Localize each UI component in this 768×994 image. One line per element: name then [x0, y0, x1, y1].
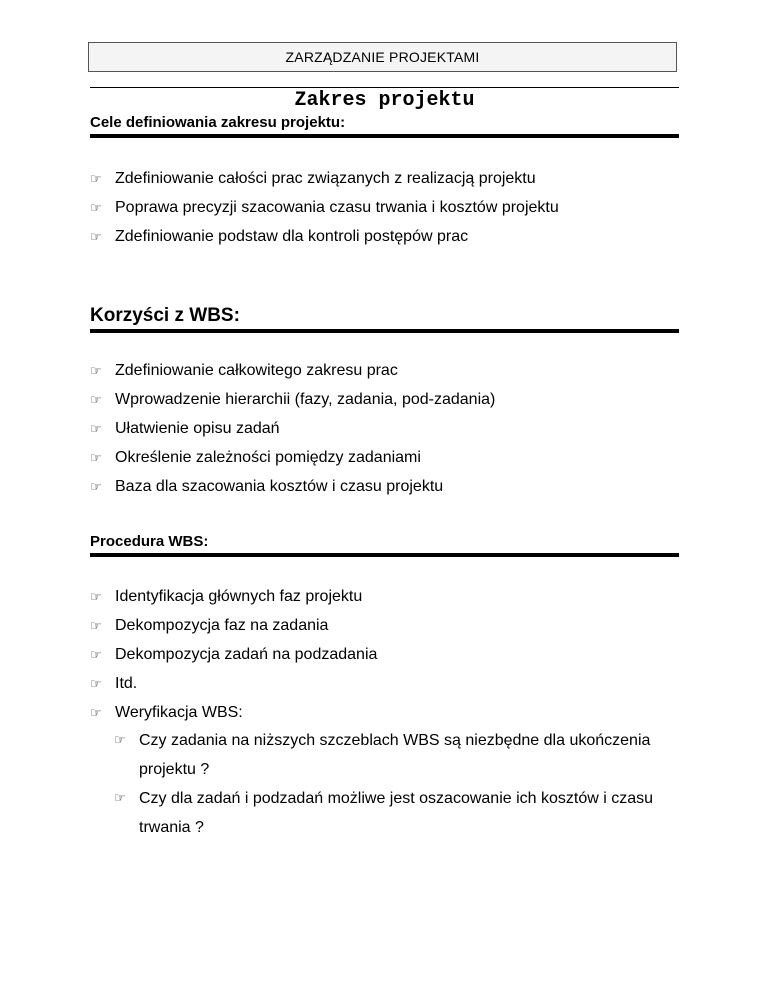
verification-sublist	[114, 726, 684, 842]
pointing-hand-icon: ☞	[90, 619, 102, 634]
title-top-rule	[90, 87, 679, 88]
sub-list-item: ☞ Czy dla zadań i podzadań możliwe jest oszacowanie ich kosztów i czasu trwania ?	[114, 784, 684, 842]
goals-list	[90, 169, 690, 256]
sub-list-item: ☞ Czy zadania na niższych szczeblach WBS są niezbędne dla ukończenia projektu ?	[114, 726, 684, 784]
section-heading: Korzyści z WBS:	[90, 305, 240, 326]
list-item: ☞ Zdefiniowanie całkowitego zakresu prac	[90, 361, 690, 390]
pointing-hand-icon: ☞	[90, 364, 102, 379]
section-wbs-procedure	[90, 533, 679, 557]
pointing-hand-icon: ☞	[90, 480, 102, 495]
pointing-hand-icon: ☞	[90, 590, 102, 605]
pointing-hand-icon: ☞	[114, 733, 126, 748]
list-item: ☞ Weryfikacja WBS:	[90, 703, 690, 732]
pointing-hand-icon: ☞	[90, 677, 102, 692]
pointing-hand-icon: ☞	[90, 201, 102, 216]
pointing-hand-icon: ☞	[90, 706, 102, 721]
list-item: ☞ Zdefiniowanie całości prac związanych z realizacją projektu	[90, 169, 690, 198]
section-wbs-benefits	[90, 305, 679, 333]
list-item: ☞ Ułatwienie opisu zadań	[90, 419, 690, 448]
document-title: Zakres projektu	[294, 89, 475, 112]
pointing-hand-icon: ☞	[90, 393, 102, 408]
section-heading: Procedura WBS:	[90, 533, 209, 550]
section-rule	[90, 553, 679, 557]
section-goals	[90, 114, 679, 138]
list-item: ☞ Dekompozycja faz na zadania	[90, 616, 690, 645]
list-item: ☞ Itd.	[90, 674, 690, 703]
list-item: ☞ Określenie zależności pomiędzy zadaniami	[90, 448, 690, 477]
pointing-hand-icon: ☞	[90, 172, 102, 187]
list-item: ☞ Baza dla szacowania kosztów i czasu projektu	[90, 477, 690, 506]
list-item: ☞ Poprawa precyzji szacowania czasu trwania i kosztów projektu	[90, 198, 690, 227]
list-item: ☞ Dekompozycja zadań na podzadania	[90, 645, 690, 674]
section-rule	[90, 329, 679, 333]
header-label: ZARZĄDZANIE PROJEKTAMI	[285, 49, 480, 65]
list-item: ☞ Zdefiniowanie podstaw dla kontroli postępów prac	[90, 227, 690, 256]
list-item: ☞ Wprowadzenie hierarchii (fazy, zadania, pod-zadania)	[90, 390, 690, 419]
section-rule	[90, 134, 679, 138]
procedure-list	[90, 587, 690, 732]
pointing-hand-icon: ☞	[90, 648, 102, 663]
benefits-list	[90, 361, 690, 506]
pointing-hand-icon: ☞	[90, 422, 102, 437]
pointing-hand-icon: ☞	[90, 230, 102, 245]
pointing-hand-icon: ☞	[114, 791, 126, 806]
section-heading: Cele definiowania zakresu projektu:	[90, 114, 346, 131]
list-item: ☞ Identyfikacja głównych faz projektu	[90, 587, 690, 616]
pointing-hand-icon: ☞	[90, 451, 102, 466]
page-header	[88, 42, 677, 72]
